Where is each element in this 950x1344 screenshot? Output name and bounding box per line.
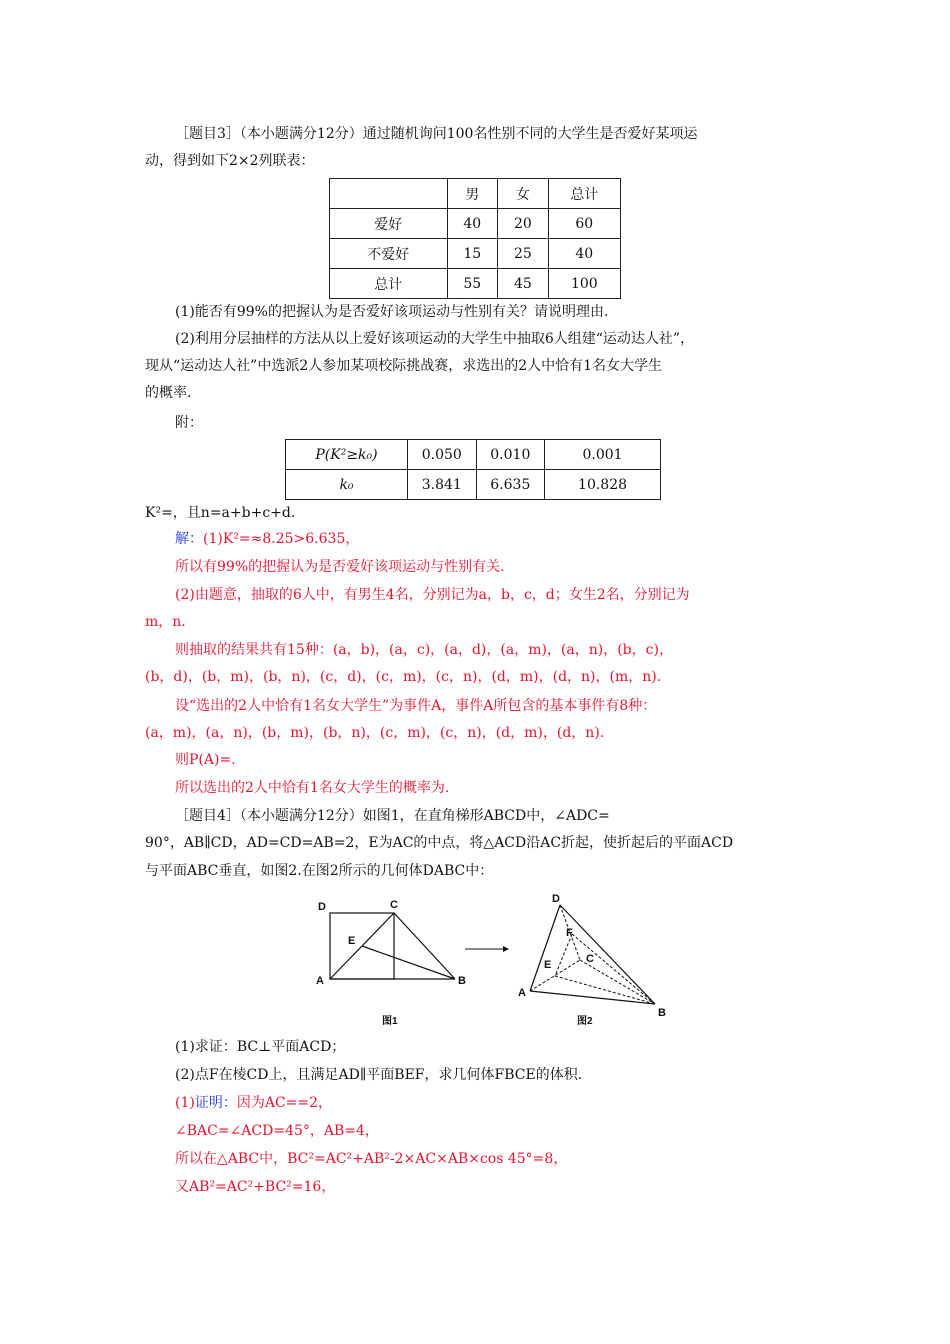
table-cell: 10.828 xyxy=(545,470,661,500)
problem4-question1: (1)求证：BC⊥平面ACD； xyxy=(175,1039,346,1055)
table-row xyxy=(286,440,661,470)
table-cell: 总计 xyxy=(548,179,620,209)
problem3-question2-line2: 现从“运动达人社”中选派2人参加某项校际挑战赛，求选出的2人中恰有1名女大学生 xyxy=(145,358,663,374)
table-cell: 男 xyxy=(447,179,498,209)
table-cell: 爱好 xyxy=(330,209,448,239)
fig1-label-a: A xyxy=(316,975,324,987)
solution-line5: 则抽取的结果共有15种：(a，b)，(a，c)，(a，d)，(a，m)，(a，n)，(b，c)， xyxy=(175,642,673,658)
table-row xyxy=(330,179,621,209)
table-cell: k₀ xyxy=(286,470,408,500)
solution-line2: 所以有99%的把握认为是否爱好该项运动与性别有关. xyxy=(175,559,505,575)
table-cell: 60 xyxy=(548,209,620,239)
edge-da xyxy=(530,905,560,991)
problem4-line1: ［题目4］（本小题满分12分）如图1，在直角梯形ABCD中，∠ADC= xyxy=(175,808,610,824)
critical-value-table xyxy=(285,439,661,500)
table-cell: 总计 xyxy=(330,269,448,299)
solution-line1 xyxy=(175,529,359,549)
problem3-question2-line3: 的概率. xyxy=(145,385,192,401)
fig2-label-e: E xyxy=(544,959,552,971)
problem4-question2: (2)点F在棱CD上，且满足AD∥平面BEF，求几何体FBCE的体积. xyxy=(175,1067,583,1083)
proof-line1: (1)证明：因为AC==2， xyxy=(175,1095,333,1111)
table-cell: 0.050 xyxy=(408,440,477,470)
fig2-label-f: F xyxy=(566,927,573,939)
table-cell: 3.841 xyxy=(408,470,477,500)
edge-db xyxy=(560,905,655,1004)
edge-cb xyxy=(394,913,455,979)
table-cell: 女 xyxy=(498,179,549,209)
table-cell: 100 xyxy=(548,269,620,299)
formula-line: K²=，且n=a+b+c+d. xyxy=(145,505,296,521)
fig1-label-c: C xyxy=(390,899,398,911)
table-cell: 20 xyxy=(498,209,549,239)
table-cell: 55 xyxy=(447,269,498,299)
solution-line7: 设“选出的2人中恰有1名女大学生”为事件A，事件A所包含的基本事件有8种： xyxy=(175,698,657,714)
solution-line8: (a，m)，(a，n)，(b，m)，(b，n)，(c，m)，(c，n)，(d，m)，(d，n). xyxy=(145,725,605,741)
contingency-table xyxy=(329,178,621,299)
fig2-caption: 图2 xyxy=(577,1016,593,1027)
segment-eb xyxy=(555,976,655,1004)
figure1-trapezoid xyxy=(316,899,466,1027)
segment-fb xyxy=(572,934,655,1004)
table-cell: 40 xyxy=(548,239,620,269)
fig1-label-e: E xyxy=(348,935,356,947)
problem3-question1: (1)能否有99%的把握认为是否爱好该项运动与性别有关？请说明理由. xyxy=(175,304,609,320)
fig2-label-b: B xyxy=(658,1007,666,1019)
segment-fe xyxy=(555,934,572,976)
arrow-icon xyxy=(465,946,509,952)
table-row xyxy=(330,269,621,299)
problem4-line3: 与平面ABC垂直，如图2.在图2所示的几何体DABC中： xyxy=(145,863,494,879)
proof-label: 证明： xyxy=(194,1095,237,1111)
table-row xyxy=(330,239,621,269)
table-row xyxy=(330,209,621,239)
solution-line6: (b，d)，(b，m)，(b，n)，(c，d)，(c，m)，(c，n)，(d，m)，(d，n)，(m，n). xyxy=(145,669,662,685)
solution-text: (1)K²=≈8.25>6.635， xyxy=(203,531,360,547)
table-cell: 25 xyxy=(498,239,549,269)
fig2-label-d: D xyxy=(552,893,560,905)
solution-label: 解： xyxy=(175,531,203,547)
proof-line2: ∠BAC=∠ACD=45°，AB=4， xyxy=(175,1123,379,1139)
proof-line4: 又AB²=AC²+BC²=16， xyxy=(175,1179,336,1195)
table-cell: 40 xyxy=(447,209,498,239)
segment-eb xyxy=(362,946,455,979)
figure2-tetrahedron xyxy=(518,893,666,1027)
fig2-label-c: C xyxy=(586,953,594,965)
solution-line9: 则P(A)=. xyxy=(175,752,236,768)
table-cell: 6.635 xyxy=(476,470,545,500)
fig1-label-d: D xyxy=(318,901,326,913)
table-cell: P(K²≥k₀) xyxy=(286,440,408,470)
solution-line4: m，n. xyxy=(145,614,186,630)
table-row xyxy=(286,470,661,500)
proof-text: 因为AC==2， xyxy=(236,1095,333,1111)
fig1-caption: 图1 xyxy=(382,1016,398,1027)
problem3-question2-line1: (2)利用分层抽样的方法从以上爱好该项运动的大学生中抽取6人组建“运动达人社”， xyxy=(175,331,695,347)
table-cell xyxy=(330,179,448,209)
solution-line3: (2)由题意，抽取的6人中，有男生4名，分别记为a，b，c，d；女生2名，分别记为 xyxy=(175,587,690,603)
appendix-label: 附： xyxy=(175,415,203,431)
table-cell: 15 xyxy=(447,239,498,269)
table-cell: 不爱好 xyxy=(330,239,448,269)
solution-line10: 所以选出的2人中恰有1名女大学生的概率为. xyxy=(175,780,450,796)
problem3-intro-line2: 动，得到如下2×2列联表： xyxy=(145,153,315,169)
table-cell: 45 xyxy=(498,269,549,299)
edge-ac xyxy=(530,960,580,991)
geometry-figures xyxy=(310,890,680,1035)
table-cell: 0.001 xyxy=(545,440,661,470)
fig2-label-a: A xyxy=(518,987,526,999)
fig1-label-b: B xyxy=(458,975,466,987)
problem3-intro-line1: ［题目3］（本小题满分12分）通过随机询问100名性别不同的大学生是否爱好某项运 xyxy=(175,126,698,142)
table-cell: 0.010 xyxy=(476,440,545,470)
proof-line3: 所以在△ABC中，BC²=AC²+AB²-2×AC×AB×cos 45°=8， xyxy=(175,1151,568,1167)
problem4-line2: 90°，AB∥CD，AD=CD=AB=2，E为AC的中点，将△ACD沿AC折起，使折起后的平面ACD xyxy=(145,835,734,851)
